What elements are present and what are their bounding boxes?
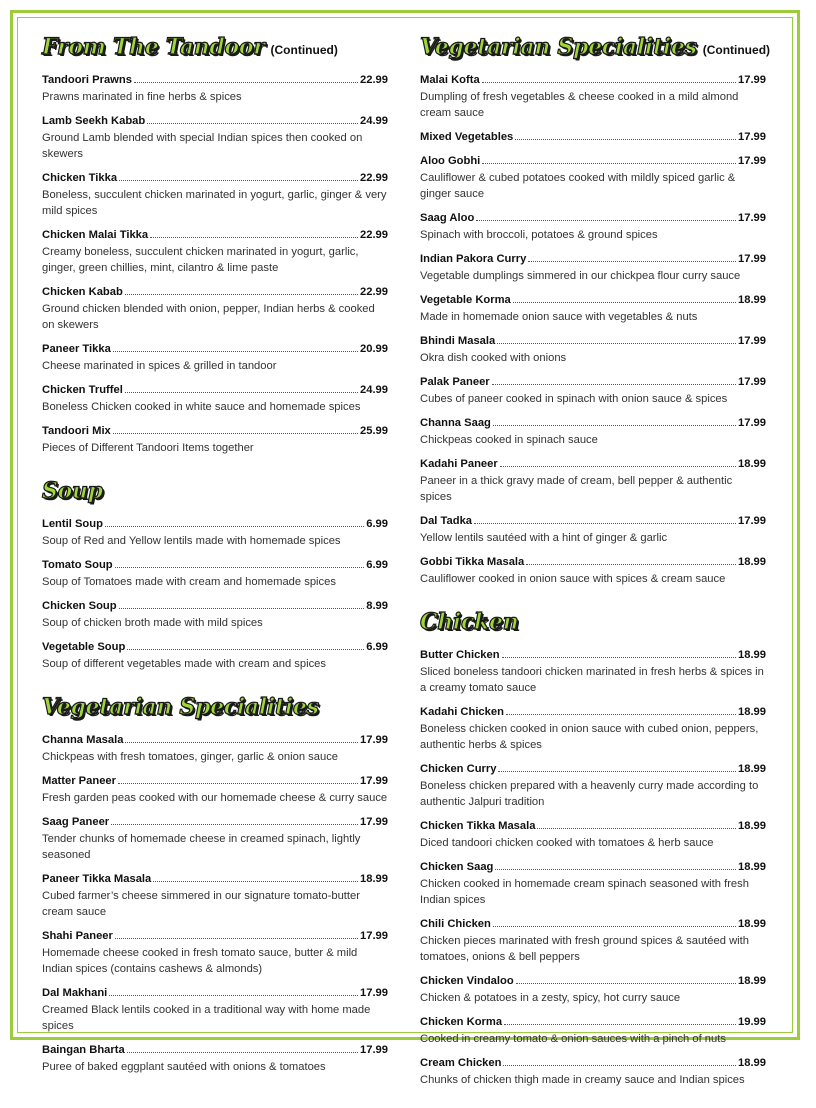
dot-leader (502, 656, 736, 658)
menu-item-price: 17.99 (738, 74, 766, 86)
menu-item-description: Cauliflower cooked in onion sauce with spices & cream sauce (420, 573, 726, 585)
menu-section (42, 692, 388, 1075)
menu-item (42, 114, 388, 162)
menu-item (42, 986, 388, 1034)
menu-item-description: Homemade cheese cooked in fresh tomato sauce, butter & mild Indian spices (contains cashews & almonds) (42, 947, 358, 975)
menu-item (42, 517, 388, 549)
menu-item-name: Matter Paneer (42, 775, 116, 787)
dot-leader (537, 827, 736, 829)
menu-item-price: 18.99 (738, 294, 766, 306)
menu-item-price: 20.99 (360, 343, 388, 355)
menu-item (42, 228, 388, 276)
menu-item-name: Indian Pakora Curry (420, 253, 527, 265)
menu-item-name: Chicken Malai Tikka (42, 229, 149, 241)
menu-item (42, 640, 388, 672)
section-continued-label: (Continued) (270, 43, 338, 57)
dot-leader (111, 823, 358, 825)
menu-item-description: Soup of different vegetables made with cream and spices (42, 658, 326, 670)
section-items (420, 73, 766, 587)
menu-item-description: Chicken cooked in homemade cream spinach seasoned with fresh Indian spices (420, 878, 749, 906)
menu-item-price: 22.99 (360, 229, 388, 241)
menu-item-price: 6.99 (366, 518, 388, 530)
menu-item-description: Creamy boneless, succulent chicken marinated in yogurt, garlic, ginger, green chillies, mint, cilantro & lime paste (42, 246, 359, 274)
menu-item (420, 130, 766, 145)
dot-leader (127, 1051, 358, 1053)
menu-item (420, 154, 766, 202)
menu-item (42, 774, 388, 806)
menu-item-name: Chili Chicken (420, 918, 491, 930)
dot-leader (516, 982, 736, 984)
menu-section (42, 32, 388, 456)
menu-item-name: Saag Aloo (420, 212, 475, 224)
menu-item-name: Bhindi Masala (420, 335, 496, 347)
menu-item-name: Paneer Tikka (42, 343, 111, 355)
menu-item-description: Boneless, succulent chicken marinated in yogurt, garlic, ginger & very mild spices (42, 189, 387, 217)
menu-item (420, 416, 766, 448)
menu-item (42, 929, 388, 977)
menu-item-line (42, 383, 388, 398)
menu-item-price: 25.99 (360, 425, 388, 437)
menu-item-name: Channa Saag (420, 417, 491, 429)
menu-item-description: Made in homemade onion sauce with vegetables & nuts (420, 311, 698, 323)
menu-section (42, 476, 388, 672)
menu-item-description: Boneless chicken cooked in onion sauce with cubed onion, peppers, authentic herbs & spices (420, 723, 759, 751)
menu-item-price: 24.99 (360, 115, 388, 127)
menu-item-price: 18.99 (738, 975, 766, 987)
dot-leader (493, 925, 736, 927)
menu-item (420, 457, 766, 505)
dot-leader (153, 880, 358, 882)
menu-item (420, 917, 766, 965)
menu-item-price: 18.99 (738, 763, 766, 775)
section-heading (42, 32, 388, 65)
menu-item-line (42, 733, 388, 748)
dot-leader (147, 122, 358, 124)
menu-item-name: Chicken Truffel (42, 384, 123, 396)
menu-item (420, 555, 766, 587)
section-title: From The Tandoor (42, 34, 265, 60)
menu-item-description: Vegetable dumplings simmered in our chickpea flour curry sauce (420, 270, 741, 282)
menu-item (42, 872, 388, 920)
section-title: Chicken (420, 609, 519, 635)
menu-item (420, 334, 766, 366)
menu-item-line (420, 252, 766, 267)
menu-item-line (420, 860, 766, 875)
menu-item-name: Kadahi Paneer (420, 458, 498, 470)
menu-item-price: 18.99 (738, 556, 766, 568)
section-heading (42, 476, 388, 509)
menu-item-name: Chicken Tikka Masala (420, 820, 536, 832)
dot-leader (115, 937, 358, 939)
dot-leader (134, 81, 358, 83)
menu-item (42, 733, 388, 765)
menu-item-price: 19.99 (738, 1016, 766, 1028)
menu-item (420, 819, 766, 851)
section-heading (420, 32, 771, 65)
section-title: Vegetarian Specialities (420, 34, 697, 60)
menu-item (420, 648, 766, 696)
menu-item-description: Creamed Black lentils cooked in a traditional way with home made spices (42, 1004, 371, 1032)
menu-item-line (42, 599, 388, 614)
dot-leader (493, 424, 736, 426)
menu-item-line (420, 416, 766, 431)
menu-item-price: 8.99 (366, 600, 388, 612)
menu-item (420, 1056, 766, 1088)
menu-item-name: Butter Chicken (420, 649, 500, 661)
dot-leader (500, 465, 736, 467)
menu-item-price: 17.99 (738, 515, 766, 527)
menu-item-price: 18.99 (738, 1057, 766, 1069)
menu-item-price: 17.99 (738, 335, 766, 347)
section-title: Soup (42, 478, 103, 504)
dot-leader (498, 770, 736, 772)
menu-item-name: Malai Kofta (420, 74, 480, 86)
menu-item-line (420, 1056, 766, 1071)
menu-item-name: Chicken Kabab (42, 286, 123, 298)
dot-leader (526, 563, 736, 565)
dot-leader (506, 713, 736, 715)
menu-item (420, 762, 766, 810)
menu-item-name: Shahi Paneer (42, 930, 113, 942)
menu-item-price: 17.99 (738, 131, 766, 143)
menu-item-line (420, 130, 766, 145)
menu-item-description: Paneer in a thick gravy made of cream, bell pepper & authentic spices (420, 475, 733, 503)
menu-item-name: Tomato Soup (42, 559, 113, 571)
menu-item-line (42, 929, 388, 944)
menu-item-price: 17.99 (738, 212, 766, 224)
menu-item (42, 285, 388, 333)
menu-item-line (420, 974, 766, 989)
dot-leader (150, 236, 358, 238)
dot-leader (115, 566, 365, 568)
menu-item-price: 24.99 (360, 384, 388, 396)
menu-item-line (42, 815, 388, 830)
menu-item (42, 1043, 388, 1075)
menu-item-line (420, 819, 766, 834)
dot-leader (119, 179, 358, 181)
menu-item-name: Saag Paneer (42, 816, 110, 828)
menu-item-description: Chicken & potatoes in a zesty, spicy, hot curry sauce (420, 992, 681, 1004)
dot-leader (492, 383, 736, 385)
section-items (42, 73, 388, 456)
menu-item-name: Lamb Seekh Kabab (42, 115, 146, 127)
section-heading (42, 692, 388, 725)
menu-item-description: Soup of chicken broth made with mild spices (42, 617, 263, 629)
dot-leader (513, 301, 736, 303)
menu-column-left (42, 32, 388, 1095)
menu-item-description: Dumpling of fresh vegetables & cheese cooked in a mild almond cream sauce (420, 91, 739, 119)
menu-item-name: Chicken Saag (420, 861, 494, 873)
menu-item-description: Okra dish cooked with onions (420, 352, 567, 364)
menu-item-price: 18.99 (738, 458, 766, 470)
menu-item-price: 18.99 (738, 706, 766, 718)
menu-item (420, 860, 766, 908)
menu-item (42, 171, 388, 219)
menu-item-price: 18.99 (738, 649, 766, 661)
menu-item-line (42, 517, 388, 532)
menu-item-price: 17.99 (360, 816, 388, 828)
dot-leader (109, 994, 358, 996)
menu-item (420, 974, 766, 1006)
dot-leader (474, 522, 736, 524)
menu-item-line (420, 514, 766, 529)
menu-item-line (420, 705, 766, 720)
menu-item-description: Cubes of paneer cooked in spinach with onion sauce & spices (420, 393, 728, 405)
section-items (420, 648, 766, 1088)
menu-item (420, 211, 766, 243)
menu-item-price: 18.99 (738, 918, 766, 930)
menu-item-description: Cubed farmer’s cheese simmered in our signature tomato-butter cream sauce (42, 890, 360, 918)
menu-item-description: Soup of Tomatoes made with cream and homemade spices (42, 576, 336, 588)
menu-item-line (42, 114, 388, 129)
dot-leader (125, 391, 358, 393)
menu-item (42, 599, 388, 631)
menu-item-description: Cooked in creamy tomato & onion sauces with a pinch of nuts (420, 1033, 726, 1045)
menu-item (420, 293, 766, 325)
section-heading (420, 607, 766, 640)
menu-item-description: Ground Lamb blended with special Indian spices then cooked on skewers (42, 132, 363, 160)
dot-leader (476, 219, 736, 221)
menu-item-name: Baingan Bharta (42, 1044, 125, 1056)
menu-section (420, 607, 766, 1088)
menu-item-name: Dal Tadka (420, 515, 473, 527)
menu-item-price: 22.99 (360, 172, 388, 184)
menu-item-price: 6.99 (366, 559, 388, 571)
dot-leader (125, 741, 358, 743)
section-title: Vegetarian Specialities (42, 694, 319, 720)
menu-item (420, 252, 766, 284)
menu-item-name: Chicken Soup (42, 600, 117, 612)
section-items (42, 733, 388, 1075)
dot-leader (497, 342, 736, 344)
menu-item-price: 17.99 (360, 1044, 388, 1056)
section-continued-label: (Continued) (702, 43, 771, 57)
menu-item-description: Sliced boneless tandoori chicken marinated in fresh herbs & spices in a creamy tomato sauce (420, 666, 764, 694)
menu-item-price: 18.99 (360, 873, 388, 885)
menu-item-name: Dal Makhani (42, 987, 108, 999)
dot-leader (127, 648, 364, 650)
menu-item-line (420, 762, 766, 777)
menu-item-name: Palak Paneer (420, 376, 490, 388)
menu-item-price: 17.99 (738, 417, 766, 429)
menu-item-line (42, 872, 388, 887)
menu-item-description: Chunks of chicken thigh made in creamy sauce and Indian spices (420, 1074, 745, 1086)
menu-item-description: Boneless Chicken cooked in white sauce and homemade spices (42, 401, 361, 413)
menu-item-price: 17.99 (738, 376, 766, 388)
menu-item-name: Tandoori Prawns (42, 74, 132, 86)
menu-item (42, 424, 388, 456)
menu-item (42, 558, 388, 590)
menu-item-name: Cream Chicken (420, 1057, 502, 1069)
menu-item-name: Chicken Curry (420, 763, 497, 775)
menu-item-line (420, 1015, 766, 1030)
menu-item-line (420, 917, 766, 932)
menu-item-line (42, 986, 388, 1001)
menu-item-price: 17.99 (360, 775, 388, 787)
menu-item-line (42, 285, 388, 300)
dot-leader (503, 1064, 736, 1066)
menu-item-price: 17.99 (360, 930, 388, 942)
menu-item (42, 342, 388, 374)
menu-item-name: Lentil Soup (42, 518, 103, 530)
menu-item-description: Fresh garden peas cooked with our homemade cheese & curry sauce (42, 792, 388, 804)
dot-leader (125, 293, 358, 295)
menu-item-description: Spinach with broccoli, potatoes & ground spices (420, 229, 658, 241)
menu-item (42, 73, 388, 105)
menu-item-price: 22.99 (360, 286, 388, 298)
menu-item-line (420, 154, 766, 169)
menu-item (42, 815, 388, 863)
menu-item-line (42, 342, 388, 357)
menu-section (420, 32, 771, 587)
menu-item-line (42, 228, 388, 243)
menu-item-line (420, 375, 766, 390)
menu-item-description: Yellow lentils sautéed with a hint of ginger & garlic (420, 532, 668, 544)
menu-item-line (42, 424, 388, 439)
menu-item-line (42, 171, 388, 186)
menu-item-description: Cheese marinated in spices & grilled in tandoor (42, 360, 277, 372)
menu-item (420, 514, 766, 546)
menu-item-line (420, 648, 766, 663)
menu-item-line (420, 211, 766, 226)
dot-leader (113, 350, 358, 352)
dot-leader (113, 432, 358, 434)
menu-item-price: 17.99 (360, 987, 388, 999)
menu-item-name: Aloo Gobhi (420, 155, 481, 167)
dot-leader (482, 81, 736, 83)
menu-item-description: Chicken pieces marinated with fresh ground spices & sautéed with tomatoes, onions & bell peppers (420, 935, 749, 963)
menu-item-line (420, 334, 766, 349)
menu-item (420, 705, 766, 753)
menu-item-description: Ground chicken blended with onion, pepper, Indian herbs & cooked on skewers (42, 303, 375, 331)
menu-item-line (420, 457, 766, 472)
menu-item-line (420, 293, 766, 308)
menu-item (420, 375, 766, 407)
menu-item-price: 18.99 (738, 861, 766, 873)
section-items (42, 517, 388, 672)
dot-leader (504, 1023, 736, 1025)
menu-item-description: Chickpeas with fresh tomatoes, ginger, garlic & onion sauce (42, 751, 339, 763)
menu-item-name: Paneer Tikka Masala (42, 873, 152, 885)
menu-item-description: Chickpeas cooked in spinach sauce (420, 434, 598, 446)
menu-item-line (42, 558, 388, 573)
dot-leader (105, 525, 364, 527)
menu-item-description: Cauliflower & cubed potatoes cooked with mildly spiced garlic & ginger sauce (420, 172, 736, 200)
menu-column-right (420, 32, 771, 1108)
menu-item-name: Chicken Vindaloo (420, 975, 514, 987)
dot-leader (118, 782, 358, 784)
menu-item-description: Prawns marinated in fine herbs & spices (42, 91, 242, 103)
menu-item-line (420, 73, 766, 88)
menu-item-name: Channa Masala (42, 734, 124, 746)
menu-item-name: Vegetable Korma (420, 294, 511, 306)
menu-item-name: Chicken Korma (420, 1016, 503, 1028)
menu-item-price: 22.99 (360, 74, 388, 86)
dot-leader (495, 868, 736, 870)
menu-item-name: Chicken Tikka (42, 172, 118, 184)
menu-item-description: Diced tandoori chicken cooked with tomatoes & herb sauce (420, 837, 714, 849)
menu-item-name: Kadahi Chicken (420, 706, 504, 718)
menu-item-price: 17.99 (360, 734, 388, 746)
dot-leader (119, 607, 365, 609)
menu-item-price: 17.99 (738, 155, 766, 167)
menu-item-price: 18.99 (738, 820, 766, 832)
menu-item (42, 383, 388, 415)
menu-item-description: Pieces of Different Tandoori Items together (42, 442, 254, 454)
menu-item-price: 17.99 (738, 253, 766, 265)
menu-item-name: Vegetable Soup (42, 641, 126, 653)
menu-item (420, 73, 766, 121)
menu-item-line (420, 555, 766, 570)
menu-item-name: Mixed Vegetables (420, 131, 514, 143)
menu-item-description: Boneless chicken prepared with a heavenly curry made according to authentic Jalpuri tradition (420, 780, 759, 808)
menu-item-line (42, 73, 388, 88)
menu-item-name: Tandoori Mix (42, 425, 111, 437)
menu-item-description: Tender chunks of homemade cheese in creamed spinach, lightly seasoned (42, 833, 361, 861)
dot-leader (515, 138, 736, 140)
dot-leader (482, 162, 736, 164)
menu-item-line (42, 640, 388, 655)
menu-item-price: 6.99 (366, 641, 388, 653)
menu-item-description: Soup of Red and Yellow lentils made with homemade spices (42, 535, 341, 547)
menu-item (420, 1015, 766, 1047)
menu-item-description: Puree of baked eggplant sautéed with onions & tomatoes (42, 1061, 326, 1073)
menu-item-line (42, 774, 388, 789)
menu-item-name: Gobbi Tikka Masala (420, 556, 525, 568)
dot-leader (528, 260, 736, 262)
